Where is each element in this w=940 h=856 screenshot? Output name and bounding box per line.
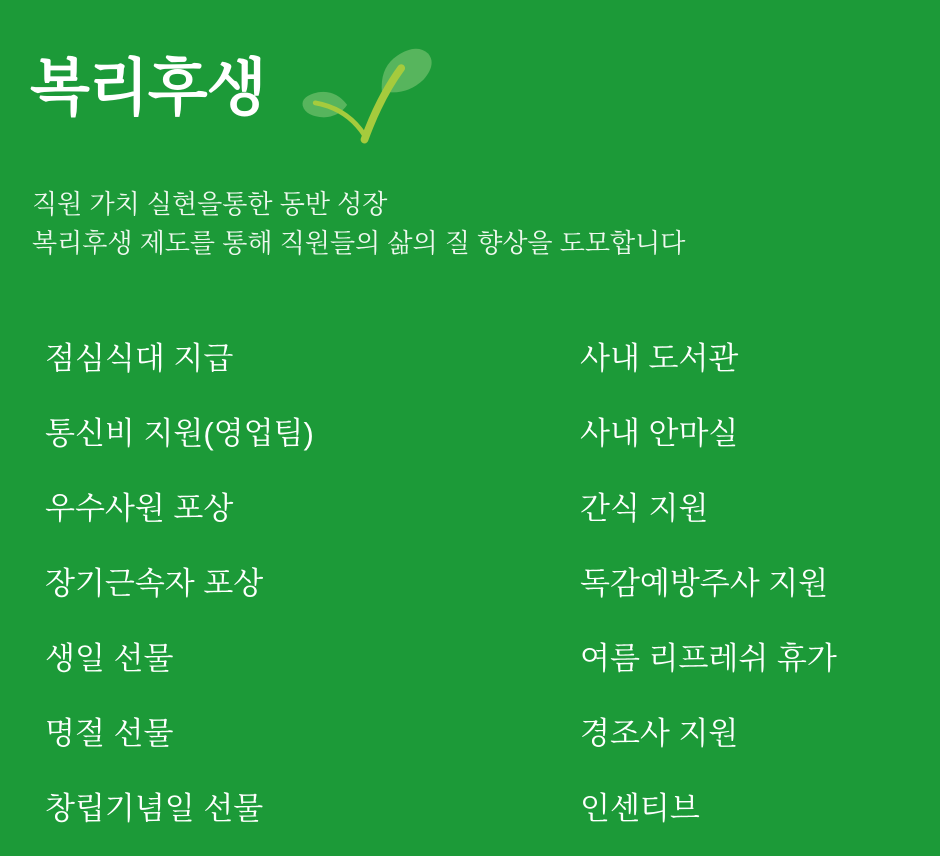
benefit-item: 창립기념일 선물 [45,791,264,826]
page-title: 복리후생 [30,54,266,123]
benefit-item: 통신비 지원(영업팀) [45,416,314,451]
benefit-item: 명절 선물 [45,716,174,751]
benefits-column-right [580,321,940,846]
benefits-column-left [45,321,580,846]
benefit-item: 인센티브 [580,791,700,826]
benefit-item: 간식 지원 [580,491,709,526]
benefit-item: 독감예방주사 지원 [580,566,829,601]
header [0,0,940,161]
subtitle-line-1: 직원 가치 실현을통한 동반 성장 [32,189,388,219]
benefit-item: 생일 선물 [45,641,174,676]
benefit-item: 사내 도서관 [580,341,739,376]
benefit-item: 여름 리프레쉬 휴가 [580,641,837,676]
subtitle [32,185,940,263]
benefit-item: 사내 안마실 [580,416,739,451]
benefit-item: 경조사 지원 [580,716,739,751]
sprout-icon [292,44,437,161]
benefits-grid [45,321,940,846]
benefit-item: 점심식대 지급 [45,341,234,376]
benefit-item: 우수사원 포상 [45,491,234,526]
benefit-item: 장기근속자 포상 [45,566,264,601]
subtitle-line-2: 복리후생 제도를 통해 직원들의 삶의 질 향상을 도모합니다 [32,228,686,258]
